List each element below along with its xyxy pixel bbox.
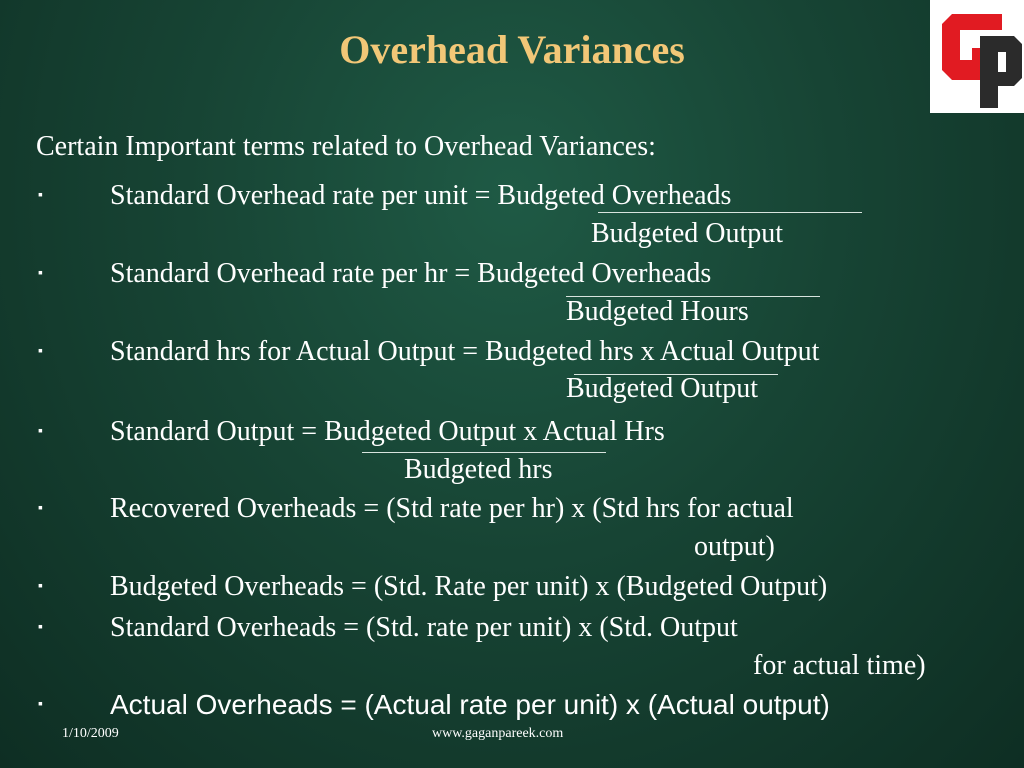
item-6-line1: Budgeted Overheads = (Std. Rate per unit) x (Budgeted Output) [110,571,828,602]
slide-title: Overhead Variances [339,27,685,72]
item-5-line2: output) [694,531,775,562]
bullet-icon: ▪ [38,188,43,203]
item-7-line2: for actual time) [753,650,926,681]
item-3-line1: Standard hrs for Actual Output = Budgeted hrs x Actual Output [110,336,820,367]
fraction-line [362,452,606,453]
bullet-icon: ▪ [38,424,43,439]
gp-logo [930,0,1024,113]
item-5-line1: Recovered Overheads = (Std rate per hr) x (Std hrs for actual [110,493,794,524]
bullet-icon: ▪ [38,697,43,712]
fraction-line [598,212,862,213]
intro-text: Certain Important terms related to Overhead Variances: [36,131,656,162]
item-2-line2: Budgeted Hours [566,296,749,327]
item-4-line2: Budgeted hrs [404,454,553,485]
item-1-line2: Budgeted Output [591,218,784,249]
footer-website: www.gaganpareek.com [432,726,564,741]
bullet-icon: ▪ [38,501,43,516]
footer-date: 1/10/2009 [62,726,119,741]
bullet-icon: ▪ [38,620,43,635]
item-7-line1: Standard Overheads = (Std. rate per unit) x (Std. Output [110,612,738,643]
bullet-icon: ▪ [38,344,43,359]
item-3-line2: Budgeted Output [566,373,759,404]
bullet-icon: ▪ [38,266,43,281]
item-1-line1: Standard Overhead rate per unit = Budgeted Overheads [110,180,732,211]
item-2-line1: Standard Overhead rate per hr = Budgeted Overheads [110,258,712,289]
item-4-line1: Standard Output = Budgeted Output x Actual Hrs [110,416,665,447]
bullet-icon: ▪ [38,579,43,594]
item-8-line1: Actual Overheads = (Actual rate per unit) x (Actual output) [110,689,830,720]
